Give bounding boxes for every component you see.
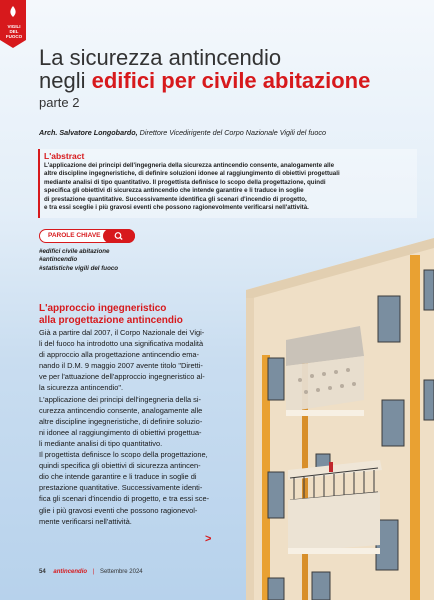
- title-line-2: [39, 69, 429, 92]
- abstract-box: [38, 149, 417, 218]
- keyword-tags: [39, 248, 118, 273]
- body-line: prestazione quantitative. Successivamente identi-: [39, 483, 203, 493]
- magazine-name: antincendio: [53, 569, 88, 575]
- body-line: quindi specifica gli obiettivi di sicurezza antincen-: [39, 461, 201, 471]
- body-line: mente verificarsi nell'attività.: [39, 516, 132, 526]
- body-line: dio che intende garantire e li traduce in soglie di: [39, 472, 197, 482]
- abstract-line: altre discipline ingegneristiche, di definire soluzioni idonee al raggiungimento di obiettivi progettuali: [44, 170, 340, 178]
- body-line: Il progettista definisce lo scopo della progettazione,: [39, 450, 208, 460]
- abstract-line: specifica gli obiettivi di sicurezza antincendio che intende garantire e li traduce in soglie: [44, 187, 304, 195]
- abstract-line: mediante analisi di tipo quantitativo. Il progettista definisce lo scopo della progettazione, quindi: [44, 178, 326, 186]
- issue-date: Settembre 2024: [99, 569, 143, 575]
- body-line: L'applicazione dei principi dell'ingegneria della si-: [39, 394, 202, 404]
- section-heading-line-1: L'approccio ingegneristico: [39, 303, 167, 314]
- body-line: Già a partire dal 2007, il Corpo Nazionale dei Vigi-: [39, 328, 205, 337]
- title-line-1: La sicurezza antincendio: [39, 45, 282, 70]
- abstract-line: di prestazione quantitative. Successivamente identifica gli scenari d'incendio di progetto,: [44, 195, 307, 203]
- search-icon: [103, 229, 135, 243]
- section-heading-line-2: alla progettazione antincendio: [39, 314, 183, 326]
- keywords-search[interactable]: [39, 229, 135, 243]
- page-footer: [39, 569, 143, 575]
- section-heading: [39, 303, 239, 326]
- body-text: [39, 327, 214, 527]
- page-number: 54: [39, 569, 46, 575]
- badge-text: VIGILI DEL FUOCO: [5, 24, 23, 39]
- continue-arrow-icon[interactable]: >: [205, 533, 212, 545]
- author-role: Direttore Vicedirigente del Corpo Nazionale Vigili del fuoco: [137, 128, 326, 137]
- footer-divider: |: [92, 569, 95, 575]
- article-title: [39, 46, 429, 92]
- body-line: di approccio alla progettazione antincendio ema-: [39, 350, 200, 360]
- body-line: ni idonee al raggiungimento di obiettivi progettua-: [39, 427, 202, 437]
- body-line: li mediante analisi di tipo quantitativo.: [39, 438, 163, 448]
- title-line-2-accent: edifici per civile abitazione: [91, 68, 371, 93]
- author-line: [39, 128, 434, 137]
- abstract-heading: L'abstract: [44, 151, 85, 161]
- abstract-text: [44, 162, 417, 212]
- body-line: fica gli scenari d'incendio di progetto, e tra essi sce-: [39, 494, 210, 504]
- abstract-line: e tra essi sceglie i più gravosi eventi che possono ragionevolmente verificarsi nell'attività.: [44, 204, 309, 212]
- keywords-search-button[interactable]: [103, 229, 135, 243]
- body-line: la sicurezza antincendio".: [39, 383, 124, 393]
- body-line: nando il D.M. 9 maggio 2007 avente titolo "Diretti-: [39, 361, 203, 371]
- article-subtitle: parte 2: [39, 95, 80, 110]
- title-line-2-plain: negli: [39, 68, 92, 93]
- body-line: ve per l'attuazione dell'approccio ingegneristico al-: [39, 372, 205, 382]
- keyword-tag[interactable]: #antincendio: [39, 256, 78, 264]
- body-line: li del fuoco ha introdotto una significativa modalità: [39, 339, 204, 349]
- abstract-line: L'applicazione dei principi dell'ingegneria della sicurezza antincendio consente, analogamente alle: [44, 162, 335, 169]
- author-name: Arch. Salvatore Longobardo,: [39, 128, 138, 137]
- keyword-tag[interactable]: #edifici civile abitazione: [39, 248, 110, 255]
- keyword-tag[interactable]: #statistiche vigili del fuoco: [39, 264, 119, 272]
- body-line: curezza antincendio consente, analogamente alle: [39, 405, 203, 415]
- keywords-label: PAROLE CHIAVE: [48, 232, 101, 239]
- body-line: altre discipline ingegneristiche, di definire soluzio-: [39, 416, 203, 426]
- body-line: glie i più gravosi eventi che possono ragionevol-: [39, 505, 198, 515]
